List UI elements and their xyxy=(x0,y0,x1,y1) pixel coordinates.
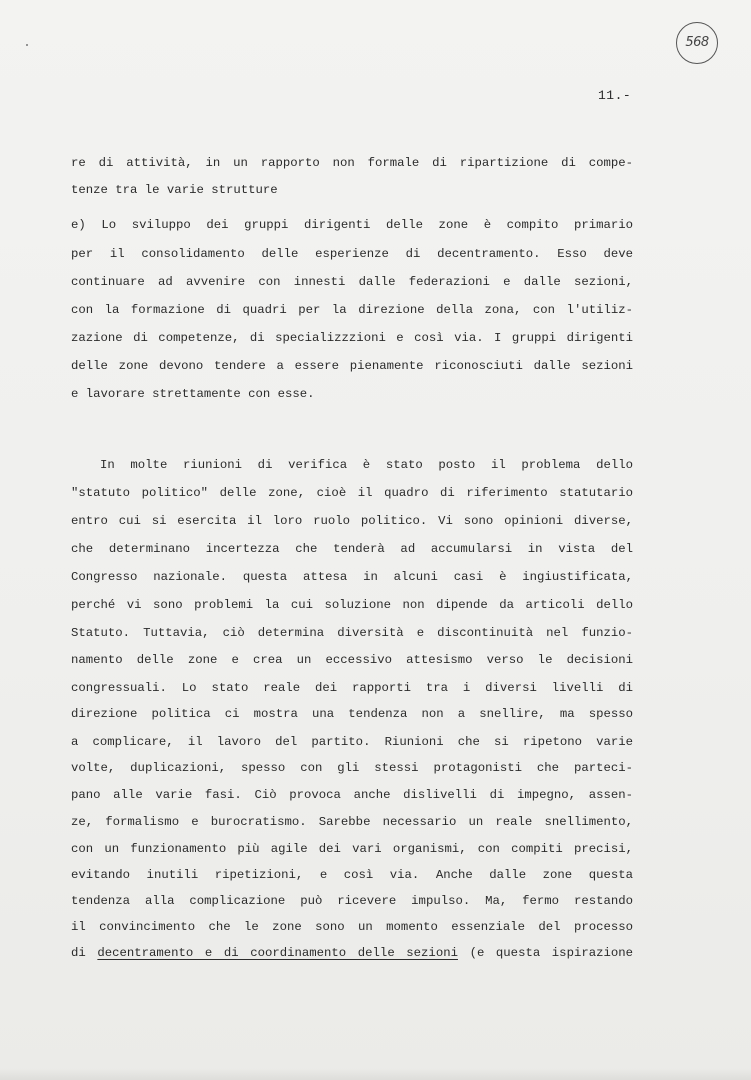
text-line: il convincimento che le zone sono un momento essenziale del processo xyxy=(71,920,633,934)
text-line: re di attività, in un rapporto non formale di ripartizione di compe- xyxy=(71,156,633,170)
text-line: evitando inutili ripetizioni, e così via. Anche dalle zone questa xyxy=(71,868,633,882)
text-line: pano alle varie fasi. Ciò provoca anche dislivelli di impegno, assen- xyxy=(71,788,633,802)
text-line: namento delle zone e crea un eccessivo attesismo verso le decisioni xyxy=(71,653,633,667)
archive-stamp: 568 xyxy=(676,22,718,64)
text-line: a complicare, il lavoro del partito. Riunioni che si ripetono varie xyxy=(71,735,633,749)
text-line: perché vi sono problemi la cui soluzione non dipende da articoli dello xyxy=(71,598,633,612)
text-line: con la formazione di quadri per la direzione della zona, con l'utiliz- xyxy=(71,303,633,317)
underlined-phrase: decentramento e di coordinamento delle sezioni xyxy=(97,946,458,960)
text-line: zazione di competenze, di specializzzioni e così via. I gruppi dirigenti xyxy=(71,331,633,345)
text-line: tendenza alla complicazione può ricevere impulso. Ma, fermo restando xyxy=(71,894,633,908)
text-line: direzione politica ci mostra una tendenza non a snellire, ma spesso xyxy=(71,707,633,721)
text-line: per il consolidamento delle esperienze di decentramento. Esso deve xyxy=(71,247,633,261)
text-line: entro cui si esercita il loro ruolo politico. Vi sono opinioni diverse, xyxy=(71,514,633,528)
text-line: volte, duplicazioni, spesso con gli stessi protagonisti che parteci- xyxy=(71,761,633,775)
final-line-suffix: (e questa ispirazione xyxy=(469,946,633,960)
scan-bottom-edge xyxy=(0,1068,751,1080)
text-line: ze, formalismo e burocratismo. Sarebbe necessario un reale snellimento, xyxy=(71,815,633,829)
text-line: Statuto. Tuttavia, ciò determina diversità e discontinuità nel funzio- xyxy=(71,626,633,640)
scan-speck xyxy=(26,44,28,46)
text-line: delle zone devono tendere a essere pienamente riconosciuti dalle sezioni xyxy=(71,359,633,373)
text-line: e lavorare strettamente con esse. xyxy=(71,387,315,401)
text-line: congressuali. Lo stato reale dei rapporti tra i diversi livelli di xyxy=(71,681,633,695)
text-line: continuare ad avvenire con innesti dalle federazioni e dalle sezioni, xyxy=(71,275,633,289)
page-number: 11.- xyxy=(598,88,632,103)
text-line-final xyxy=(71,945,633,961)
text-line: In molte riunioni di verifica è stato posto il problema dello xyxy=(100,458,633,472)
text-line: che determinano incertezza che tenderà ad accumularsi in vista del xyxy=(71,542,633,556)
text-line: e) Lo sviluppo dei gruppi dirigenti delle zone è compito primario xyxy=(71,218,633,232)
text-line: con un funzionamento più agile dei vari organismi, con compiti precisi, xyxy=(71,842,633,856)
final-line-prefix: di xyxy=(71,946,86,960)
text-line: "statuto politico" delle zone, cioè il quadro di riferimento statutario xyxy=(71,486,633,500)
text-line: Congresso nazionale. questa attesa in alcuni casi è ingiustificata, xyxy=(71,570,633,584)
text-line: tenze tra le varie strutture xyxy=(71,183,278,197)
